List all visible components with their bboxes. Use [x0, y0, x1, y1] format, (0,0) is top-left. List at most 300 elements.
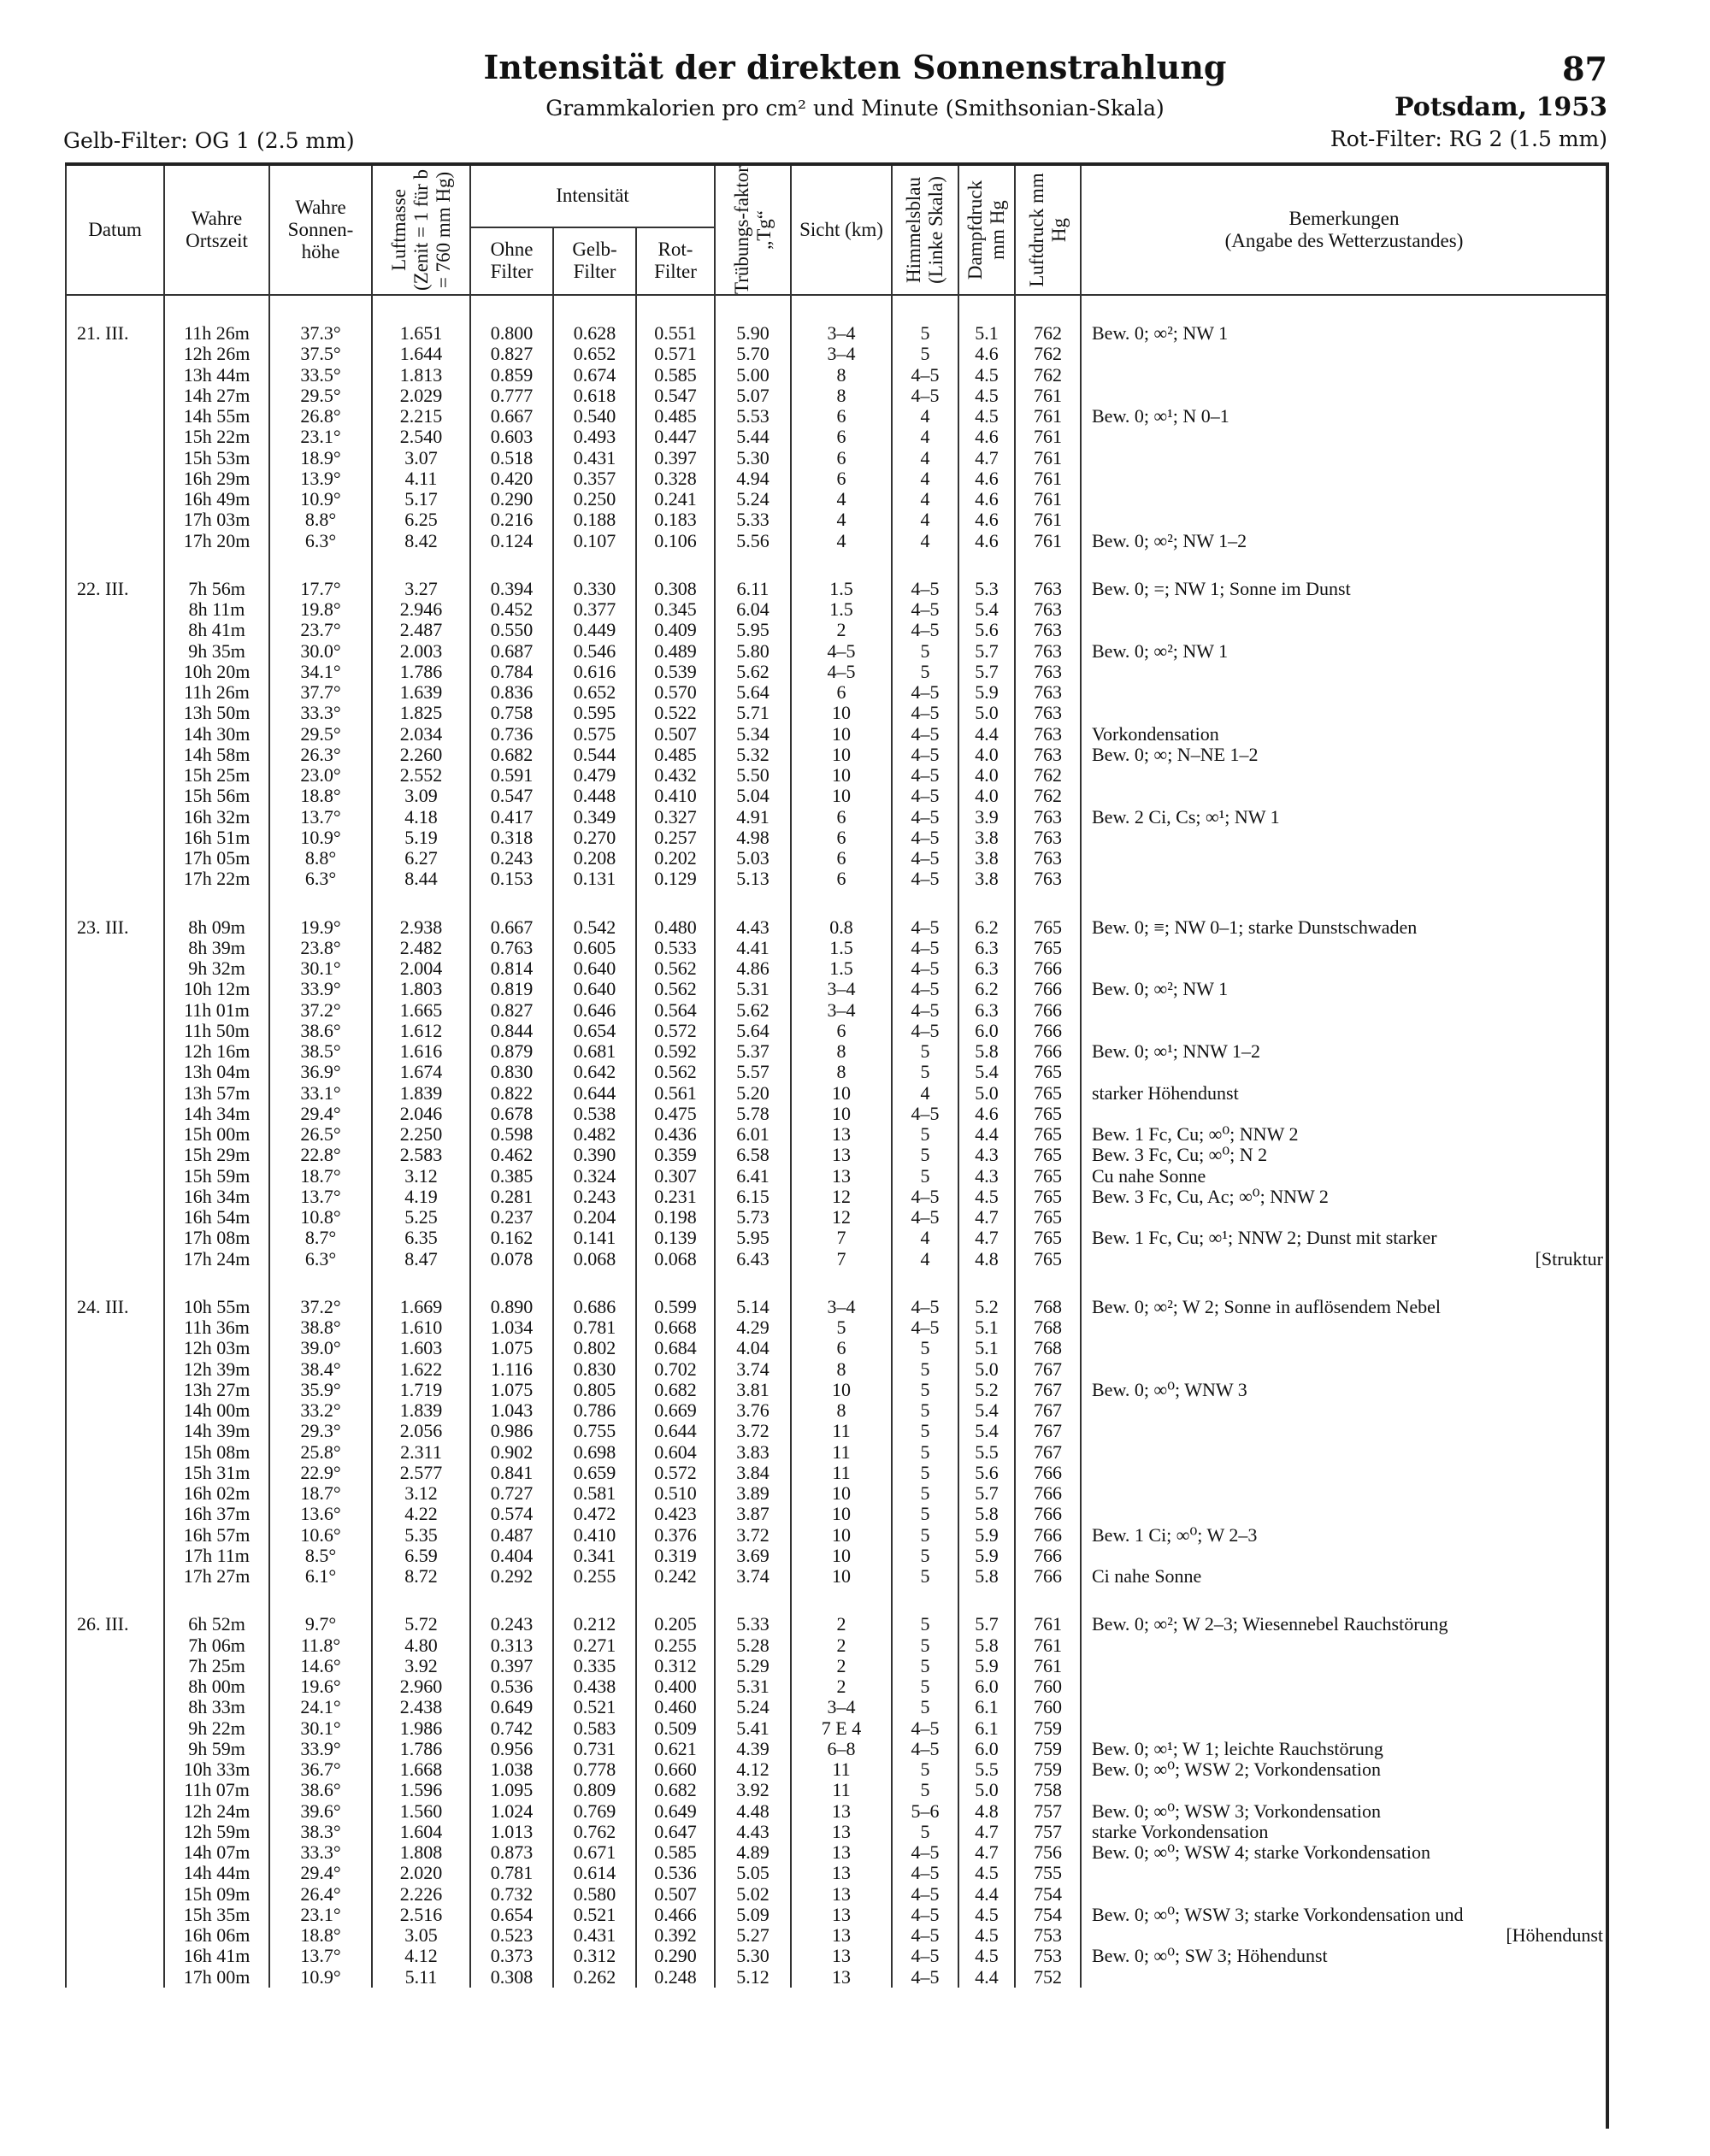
tg-cell: 5.57 — [715, 1062, 791, 1082]
dampf-cell: 5.4 — [958, 1400, 1015, 1421]
luft-cell: 766 — [1015, 1525, 1081, 1546]
spacer-cell — [164, 1269, 269, 1297]
dampf-cell: 6.1 — [958, 1718, 1015, 1739]
datum-cell — [66, 510, 164, 530]
mass-cell: 3.27 — [372, 579, 470, 599]
table-row — [66, 703, 1607, 723]
tg-cell: 5.24 — [715, 1697, 791, 1717]
table-row — [66, 1463, 1607, 1483]
spacer-cell — [1015, 1269, 1081, 1297]
dampf-cell: 4.5 — [958, 1863, 1015, 1883]
tg-cell: 5.28 — [715, 1635, 791, 1656]
tg-cell: 3.72 — [715, 1421, 791, 1441]
ohne-cell: 0.822 — [470, 1083, 553, 1104]
blau-cell: 4–5 — [892, 917, 958, 938]
bem-cell: Bew. 0; ∞²; NW 1 — [1081, 323, 1607, 344]
height-cell: 8.8° — [269, 510, 372, 530]
blau-cell: 4 — [892, 489, 958, 510]
bem-cell: Bew. 0; ∞²; NW 1 — [1081, 979, 1607, 999]
gelb-cell: 0.595 — [553, 703, 636, 723]
page-number: 87 — [1562, 50, 1607, 88]
dampf-cell: 5.0 — [958, 1083, 1015, 1104]
ohne-cell: 0.827 — [470, 1000, 553, 1021]
height-cell: 22.8° — [269, 1145, 372, 1165]
luft-cell: 760 — [1015, 1697, 1081, 1717]
spacer-cell — [470, 551, 553, 579]
dampf-cell: 4.6 — [958, 510, 1015, 530]
table-row — [66, 427, 1607, 447]
datum-cell — [66, 938, 164, 958]
height-cell: 11.8° — [269, 1635, 372, 1656]
time-cell: 9h 22m — [164, 1718, 269, 1739]
gelb-cell: 0.542 — [553, 917, 636, 938]
luft-cell: 763 — [1015, 682, 1081, 703]
ohne-cell: 0.682 — [470, 745, 553, 765]
bem-cell — [1081, 1104, 1607, 1124]
mass-cell: 5.19 — [372, 828, 470, 848]
bem-cell: Bew. 0; ∞¹; W 1; leichte Rauchstörung — [1081, 1739, 1607, 1759]
tg-cell: 6.15 — [715, 1187, 791, 1207]
rot-cell: 0.312 — [636, 1656, 715, 1676]
gelb-cell: 0.271 — [553, 1635, 636, 1656]
blau-cell: 4–5 — [892, 1000, 958, 1021]
sicht-cell: 13 — [791, 1905, 892, 1925]
tg-cell: 5.41 — [715, 1718, 791, 1739]
time-cell: 7h 56m — [164, 579, 269, 599]
rot-cell: 0.562 — [636, 979, 715, 999]
datum-cell — [66, 406, 164, 427]
gelb-cell: 0.324 — [553, 1166, 636, 1187]
sicht-cell: 3–4 — [791, 1000, 892, 1021]
mass-cell: 2.029 — [372, 386, 470, 406]
table-row — [66, 1614, 1607, 1635]
rot-cell: 0.585 — [636, 1842, 715, 1863]
bem-cell — [1081, 1483, 1607, 1504]
rot-cell: 0.507 — [636, 724, 715, 745]
datum-cell — [66, 1546, 164, 1566]
sicht-cell: 8 — [791, 365, 892, 386]
blau-cell: 5 — [892, 1566, 958, 1587]
tg-cell: 6.41 — [715, 1166, 791, 1187]
table-row — [66, 1759, 1607, 1780]
dampf-cell: 4.4 — [958, 1124, 1015, 1145]
gelb-cell: 0.805 — [553, 1380, 636, 1400]
luft-cell: 766 — [1015, 1000, 1081, 1021]
sicht-cell: 13 — [791, 1801, 892, 1822]
tg-cell: 5.03 — [715, 848, 791, 869]
height-cell: 13.9° — [269, 468, 372, 489]
table-row — [66, 531, 1607, 551]
spacer-cell — [892, 890, 958, 917]
bem-cell: Bew. 0; ∞⁰; WSW 4; starke Vorkondensation — [1081, 1842, 1607, 1863]
table-row — [66, 1145, 1607, 1165]
tg-cell: 5.29 — [715, 1656, 791, 1676]
height-cell: 23.1° — [269, 1905, 372, 1925]
time-cell: 14h 44m — [164, 1863, 269, 1883]
luft-cell: 768 — [1015, 1338, 1081, 1358]
spacer-cell — [269, 1269, 372, 1297]
datum-cell — [66, 1504, 164, 1524]
mass-cell: 3.09 — [372, 786, 470, 806]
ohne-cell: 0.654 — [470, 1905, 553, 1925]
ohne-cell: 1.095 — [470, 1780, 553, 1800]
luft-cell: 759 — [1015, 1759, 1081, 1780]
sicht-cell: 2 — [791, 1614, 892, 1635]
table-row — [66, 1338, 1607, 1358]
ohne-cell: 0.830 — [470, 1062, 553, 1082]
bem-cell: Bew. 0; ∞²; W 2–3; Wiesennebel Rauchstörung — [1081, 1614, 1607, 1635]
bem-cell — [1081, 620, 1607, 640]
table-row — [66, 745, 1607, 765]
luft-cell: 761 — [1015, 510, 1081, 530]
dampf-cell: 4.0 — [958, 786, 1015, 806]
table-row — [66, 807, 1607, 828]
datum-cell — [66, 1863, 164, 1883]
gelb-cell: 0.640 — [553, 979, 636, 999]
table-body — [66, 295, 1607, 1988]
height-cell: 8.7° — [269, 1228, 372, 1248]
mass-cell: 1.839 — [372, 1400, 470, 1421]
blau-cell: 4–5 — [892, 765, 958, 786]
datum-cell — [66, 489, 164, 510]
mass-cell: 3.12 — [372, 1166, 470, 1187]
sicht-cell: 3–4 — [791, 323, 892, 344]
height-cell: 18.7° — [269, 1166, 372, 1187]
rot-cell: 0.649 — [636, 1801, 715, 1822]
rot-cell: 0.231 — [636, 1187, 715, 1207]
time-cell: 17h 20m — [164, 531, 269, 551]
luft-cell: 765 — [1015, 917, 1081, 938]
height-cell: 39.6° — [269, 1801, 372, 1822]
bem-cell: starke Vorkondensation — [1081, 1822, 1607, 1842]
table-row — [66, 1483, 1607, 1504]
dampf-cell: 4.7 — [958, 1822, 1015, 1842]
dampf-cell: 4.7 — [958, 448, 1015, 468]
blau-cell: 4–5 — [892, 1884, 958, 1905]
table-row — [66, 1697, 1607, 1717]
sicht-cell: 7 E 4 — [791, 1718, 892, 1739]
tg-cell: 3.72 — [715, 1525, 791, 1546]
datum-cell — [66, 1780, 164, 1800]
page-subtitle: Grammkalorien pro cm² und Minute (Smithsonian-Skala) — [545, 96, 1165, 121]
col-dampfdruck-label: Dampfdruck mm Hg — [964, 180, 1008, 280]
luft-cell: 761 — [1015, 427, 1081, 447]
table-row — [66, 1905, 1607, 1925]
gelb-cell: 0.546 — [553, 641, 636, 662]
bem-cell — [1081, 1207, 1607, 1228]
gelb-cell: 0.575 — [553, 724, 636, 745]
time-cell: 17h 27m — [164, 1566, 269, 1587]
bem-cell: Bew. 0; ≡; NW 0–1; starke Dunstschwaden — [1081, 917, 1607, 938]
ohne-cell: 0.153 — [470, 869, 553, 889]
spacer-cell — [372, 551, 470, 579]
height-cell: 30.0° — [269, 641, 372, 662]
datum-cell — [66, 662, 164, 682]
bem-cell — [1081, 1884, 1607, 1905]
blau-cell: 4–5 — [892, 1187, 958, 1207]
height-cell: 37.7° — [269, 682, 372, 703]
height-cell: 35.9° — [269, 1380, 372, 1400]
luft-cell: 765 — [1015, 1187, 1081, 1207]
height-cell: 29.5° — [269, 724, 372, 745]
gelb-cell: 0.357 — [553, 468, 636, 489]
spacer-cell — [892, 295, 958, 323]
sicht-cell: 8 — [791, 1041, 892, 1062]
rot-cell: 0.475 — [636, 1104, 715, 1124]
sicht-cell: 6 — [791, 468, 892, 489]
rot-cell: 0.669 — [636, 1400, 715, 1421]
mass-cell: 1.669 — [372, 1297, 470, 1317]
rot-cell: 0.668 — [636, 1317, 715, 1338]
bem-cell: Bew. 3 Fc, Cu, Ac; ∞⁰; NNW 2 — [1081, 1187, 1607, 1207]
blau-cell: 4–5 — [892, 1104, 958, 1124]
rot-cell: 0.562 — [636, 1062, 715, 1082]
time-cell: 15h 53m — [164, 448, 269, 468]
bem-cell — [1081, 1546, 1607, 1566]
height-cell: 33.3° — [269, 1842, 372, 1863]
datum-cell — [66, 468, 164, 489]
height-cell: 24.1° — [269, 1697, 372, 1717]
tg-cell: 3.84 — [715, 1463, 791, 1483]
time-cell: 14h 00m — [164, 1400, 269, 1421]
tg-cell: 4.04 — [715, 1338, 791, 1358]
bem-cell — [1081, 765, 1607, 786]
mass-cell: 5.17 — [372, 489, 470, 510]
datum-cell — [66, 848, 164, 869]
mass-cell: 2.311 — [372, 1442, 470, 1463]
gelb-cell: 0.802 — [553, 1338, 636, 1358]
height-cell: 19.8° — [269, 599, 372, 620]
ohne-cell: 1.116 — [470, 1359, 553, 1380]
datum-cell: 24. III. — [66, 1297, 164, 1317]
gelb-cell: 0.809 — [553, 1780, 636, 1800]
ohne-cell: 0.547 — [470, 786, 553, 806]
ohne-cell: 0.462 — [470, 1145, 553, 1165]
tg-cell: 3.92 — [715, 1780, 791, 1800]
time-cell: 15h 22m — [164, 427, 269, 447]
table-row — [66, 1946, 1607, 1966]
time-cell: 15h 31m — [164, 1463, 269, 1483]
luft-cell: 762 — [1015, 344, 1081, 364]
bem-cell — [1081, 448, 1607, 468]
tg-cell: 4.89 — [715, 1842, 791, 1863]
sicht-cell: 13 — [791, 1925, 892, 1946]
col-truebung — [715, 166, 791, 295]
rot-cell: 0.485 — [636, 406, 715, 427]
tg-cell: 5.02 — [715, 1884, 791, 1905]
dampf-cell: 4.8 — [958, 1249, 1015, 1269]
tg-cell: 5.64 — [715, 1021, 791, 1041]
height-cell: 33.9° — [269, 1739, 372, 1759]
spacer-cell — [164, 551, 269, 579]
blau-cell: 5 — [892, 1483, 958, 1504]
tg-cell: 3.76 — [715, 1400, 791, 1421]
mass-cell: 1.604 — [372, 1822, 470, 1842]
luft-cell: 765 — [1015, 1062, 1081, 1082]
gelb-cell: 0.628 — [553, 323, 636, 344]
ohne-cell: 0.732 — [470, 1884, 553, 1905]
time-cell: 17h 22m — [164, 869, 269, 889]
gelb-cell: 0.605 — [553, 938, 636, 958]
gelb-cell: 0.614 — [553, 1863, 636, 1883]
col-datum: Datum — [66, 166, 164, 295]
ohne-cell: 1.075 — [470, 1338, 553, 1358]
sicht-cell: 6 — [791, 448, 892, 468]
tg-cell: 5.62 — [715, 1000, 791, 1021]
rot-cell: 0.106 — [636, 531, 715, 551]
dampf-cell: 5.3 — [958, 579, 1015, 599]
spacer-cell — [636, 1269, 715, 1297]
ohne-cell: 0.162 — [470, 1228, 553, 1248]
luft-cell: 759 — [1015, 1739, 1081, 1759]
ohne-cell: 1.038 — [470, 1759, 553, 1780]
bem-cell: Bew. 3 Fc, Cu; ∞⁰; N 2 — [1081, 1145, 1607, 1165]
spacer-cell — [715, 1587, 791, 1614]
blau-cell: 4–5 — [892, 620, 958, 640]
gelb-cell: 0.341 — [553, 1546, 636, 1566]
rot-cell: 0.376 — [636, 1525, 715, 1546]
blau-cell: 4–5 — [892, 979, 958, 999]
datum-cell — [66, 1822, 164, 1842]
luft-cell: 765 — [1015, 1145, 1081, 1165]
gelb-cell: 0.674 — [553, 365, 636, 386]
bem-cell — [1081, 468, 1607, 489]
sicht-cell: 10 — [791, 1525, 892, 1546]
blau-cell: 5 — [892, 1759, 958, 1780]
time-cell: 14h 39m — [164, 1421, 269, 1441]
gelb-cell: 0.540 — [553, 406, 636, 427]
time-cell: 12h 24m — [164, 1801, 269, 1822]
datum-cell — [66, 531, 164, 551]
blau-cell: 4–5 — [892, 1967, 958, 1988]
rot-cell: 0.257 — [636, 828, 715, 848]
bem-cell — [1081, 510, 1607, 530]
blau-cell: 4 — [892, 510, 958, 530]
rot-cell: 0.592 — [636, 1041, 715, 1062]
spacer-cell — [1081, 890, 1607, 917]
blau-cell: 4–5 — [892, 599, 958, 620]
bem-cell: Bew. 0; ∞⁰; WSW 3; starke Vorkondensation und — [1081, 1905, 1607, 1925]
col-intensitaet: Intensität — [470, 166, 715, 227]
gelb-cell: 0.681 — [553, 1041, 636, 1062]
gelb-cell: 0.781 — [553, 1317, 636, 1338]
time-cell: 15h 08m — [164, 1442, 269, 1463]
luft-cell: 765 — [1015, 1249, 1081, 1269]
rot-cell: 0.507 — [636, 1884, 715, 1905]
rot-cell: 0.242 — [636, 1566, 715, 1587]
sicht-cell: 3–4 — [791, 344, 892, 364]
mass-cell: 4.80 — [372, 1635, 470, 1656]
bem-cell — [1081, 1317, 1607, 1338]
sicht-cell: 11 — [791, 1780, 892, 1800]
height-cell: 23.8° — [269, 938, 372, 958]
gelb-cell: 0.731 — [553, 1739, 636, 1759]
table-row — [66, 979, 1607, 999]
time-cell: 14h 34m — [164, 1104, 269, 1124]
luft-cell: 763 — [1015, 620, 1081, 640]
sicht-cell: 13 — [791, 1145, 892, 1165]
dampf-cell: 5.1 — [958, 1317, 1015, 1338]
bem-cell — [1081, 828, 1607, 848]
blau-cell: 4–5 — [892, 958, 958, 979]
gelb-cell: 0.330 — [553, 579, 636, 599]
gelb-cell: 0.212 — [553, 1614, 636, 1635]
table-row — [66, 1925, 1607, 1946]
spacer-cell — [958, 1587, 1015, 1614]
luft-cell: 760 — [1015, 1676, 1081, 1697]
table-row — [66, 1297, 1607, 1317]
sicht-cell: 12 — [791, 1187, 892, 1207]
luft-cell: 763 — [1015, 662, 1081, 682]
luft-cell: 752 — [1015, 1967, 1081, 1988]
sicht-cell: 10 — [791, 1380, 892, 1400]
mass-cell: 1.986 — [372, 1718, 470, 1739]
col-bemerkungen — [1081, 166, 1607, 295]
ohne-cell: 0.536 — [470, 1676, 553, 1697]
spacer-cell — [164, 1587, 269, 1614]
time-cell: 11h 07m — [164, 1780, 269, 1800]
mass-cell: 2.215 — [372, 406, 470, 427]
ohne-cell: 0.397 — [470, 1656, 553, 1676]
tg-cell: 4.39 — [715, 1739, 791, 1759]
rot-cell: 0.660 — [636, 1759, 715, 1780]
time-cell: 11h 26m — [164, 323, 269, 344]
gelb-cell: 0.830 — [553, 1359, 636, 1380]
blau-cell: 5 — [892, 1124, 958, 1145]
time-cell: 6h 52m — [164, 1614, 269, 1635]
time-cell: 13h 57m — [164, 1083, 269, 1104]
table-row — [66, 724, 1607, 745]
ohne-cell: 0.956 — [470, 1739, 553, 1759]
mass-cell: 2.938 — [372, 917, 470, 938]
col-sonnenhoehe: Wahre Sonnen-höhe — [269, 166, 372, 295]
sicht-cell: 0.8 — [791, 917, 892, 938]
datum-cell — [66, 365, 164, 386]
table-row — [66, 1718, 1607, 1739]
ohne-cell: 0.394 — [470, 579, 553, 599]
blau-cell: 5 — [892, 1062, 958, 1082]
luft-cell: 765 — [1015, 1083, 1081, 1104]
mass-cell: 1.665 — [372, 1000, 470, 1021]
table-row — [66, 1124, 1607, 1145]
rot-cell: 0.562 — [636, 958, 715, 979]
bem-cell — [1081, 938, 1607, 958]
tg-cell: 5.90 — [715, 323, 791, 344]
blau-cell: 5 — [892, 1041, 958, 1062]
mass-cell: 1.603 — [372, 1338, 470, 1358]
tg-cell: 3.87 — [715, 1504, 791, 1524]
luft-cell: 761 — [1015, 468, 1081, 489]
ohne-cell: 0.313 — [470, 1635, 553, 1656]
dampf-cell: 4.8 — [958, 1801, 1015, 1822]
spacer-cell — [791, 890, 892, 917]
luft-cell: 762 — [1015, 786, 1081, 806]
height-cell: 6.3° — [269, 1249, 372, 1269]
tg-cell: 4.41 — [715, 938, 791, 958]
tg-cell: 5.24 — [715, 489, 791, 510]
table-row — [66, 848, 1607, 869]
day-spacer — [66, 890, 1607, 917]
tg-cell: 4.43 — [715, 1822, 791, 1842]
bem-cell: [Struktur — [1081, 1249, 1607, 1269]
sicht-cell: 7 — [791, 1249, 892, 1269]
gelb-cell: 0.250 — [553, 489, 636, 510]
luft-cell: 757 — [1015, 1822, 1081, 1842]
spacer-cell — [1081, 1269, 1607, 1297]
sicht-cell: 13 — [791, 1124, 892, 1145]
page-title: Intensität der direkten Sonnenstrahlung — [483, 48, 1227, 86]
bem-cell: Ci nahe Sonne — [1081, 1566, 1607, 1587]
